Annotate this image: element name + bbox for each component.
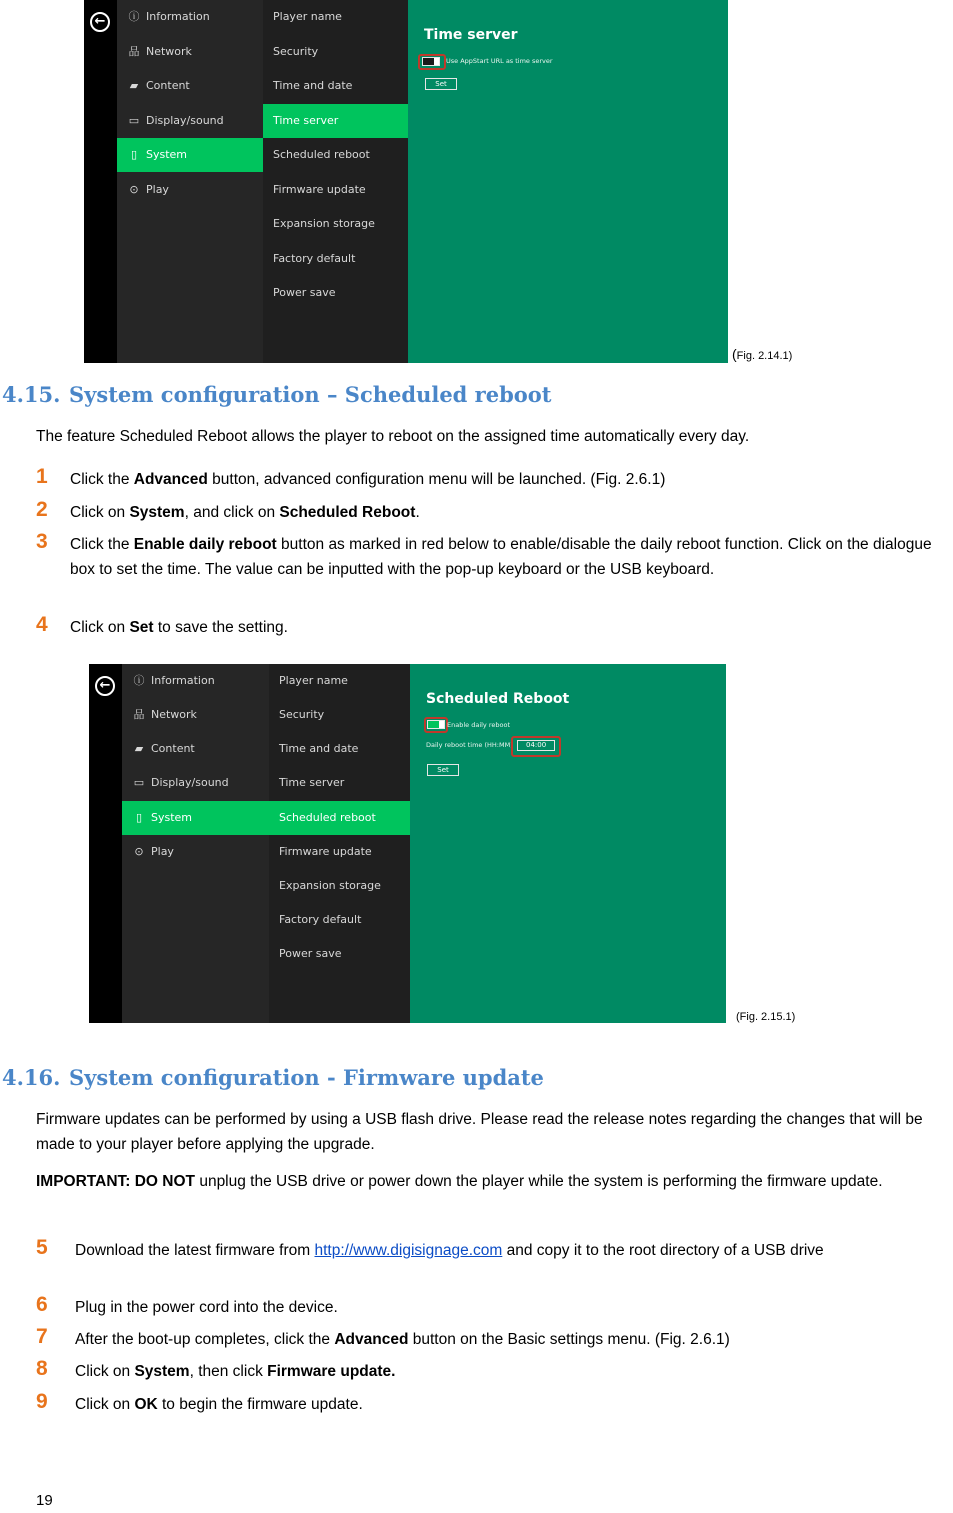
step-item: 7 After the boot-up completes, click the Advanced button on the Basic settings menu. (Fig. 2.6.1): [36, 1325, 730, 1348]
screenshot-time-server: [84, 0, 728, 363]
submenu-expansion-storage[interactable]: Expansion storage: [279, 879, 381, 892]
step-item: 4 Click on Set to save the setting.: [36, 613, 288, 636]
menu-item-system[interactable]: ▯ System: [117, 138, 263, 172]
scheduled-reboot-pane: [410, 664, 726, 1023]
submenu-power-save[interactable]: Power save: [273, 286, 336, 299]
submenu-factory-default[interactable]: Factory default: [273, 252, 356, 265]
submenu-security[interactable]: Security: [279, 708, 325, 721]
submenu-time-server[interactable]: Time server: [263, 104, 408, 138]
menu-item-information[interactable]: ⓘ Information: [122, 664, 269, 698]
play-icon: ⊙: [134, 845, 144, 858]
info-icon: ⓘ: [128, 10, 140, 23]
pane-title: Time server: [424, 27, 518, 43]
info-icon: ⓘ: [133, 674, 145, 687]
clapper-icon: ▰: [129, 79, 139, 92]
section-intro: Firmware updates can be performed by using a USB flash drive. Please read the release notes regarding the changes that will be made to your player before applying the upgrade.: [36, 1111, 923, 1153]
toggle-knob: [434, 58, 439, 65]
play-icon: ⊙: [129, 183, 139, 196]
network-icon: 品: [128, 45, 140, 58]
toggle-label: Enable daily reboot: [447, 721, 510, 729]
submenu-scheduled-reboot[interactable]: Scheduled reboot: [273, 148, 370, 161]
appstart-toggle[interactable]: [422, 57, 440, 66]
important-note: IMPORTANT: DO NOT unplug the USB drive or power down the player while the system is performing the firmware update.: [36, 1173, 883, 1190]
step-item: 2 Click on System, and click on Scheduled Reboot.: [36, 498, 420, 521]
menu-item-play[interactable]: ⊙ Play: [117, 173, 263, 207]
submenu-time-server[interactable]: Time server: [279, 776, 345, 789]
monitor-icon: ▭: [133, 776, 145, 789]
submenu-factory-default[interactable]: Factory default: [279, 913, 362, 926]
submenu-player-name[interactable]: Player name: [273, 10, 342, 23]
step-item: 6 Plug in the power cord into the device.: [36, 1293, 338, 1316]
submenu-firmware-update[interactable]: Firmware update: [273, 183, 366, 196]
back-column: [89, 664, 122, 1023]
section-intro: The feature Scheduled Reboot allows the player to reboot on the assigned time automatically every day.: [36, 428, 750, 445]
pane-title: Scheduled Reboot: [426, 691, 570, 707]
system-icon: ▯: [130, 148, 138, 161]
figure-caption: (Fig. 2.15.1): [736, 1011, 796, 1023]
menu-item-network[interactable]: 品 Network: [117, 35, 263, 69]
toggle-label: Use AppStart URL as time server: [446, 57, 553, 65]
step-item: 5 Download the latest firmware from http://www.digisignage.com and copy it to the root directory of a USB drive: [36, 1236, 824, 1259]
set-button[interactable]: Set: [427, 764, 459, 776]
reboot-time-input[interactable]: 04:00: [517, 740, 555, 751]
submenu-player-name[interactable]: Player name: [279, 674, 348, 687]
system-submenu: [269, 664, 410, 1023]
submenu-security[interactable]: Security: [273, 45, 319, 58]
monitor-icon: ▭: [128, 114, 140, 127]
menu-item-play[interactable]: ⊙ Play: [122, 835, 269, 869]
menu-item-information[interactable]: ⓘ Information: [117, 0, 263, 34]
menu-item-system[interactable]: ▯ System: [122, 801, 269, 835]
section-heading: 4.16. System configuration - Firmware update: [2, 1065, 544, 1090]
figure-caption: (Fig. 2.14.1): [732, 346, 793, 362]
submenu-time-and-date[interactable]: Time and date: [279, 742, 359, 755]
menu-item-content[interactable]: ▰ Content: [122, 732, 269, 766]
screenshot-scheduled-reboot: [89, 664, 726, 1023]
page-number: 19: [36, 1492, 53, 1509]
set-button[interactable]: Set: [425, 78, 457, 90]
system-icon: ▯: [135, 811, 143, 824]
submenu-firmware-update[interactable]: Firmware update: [279, 845, 372, 858]
main-menu: [122, 664, 269, 1023]
network-icon: 品: [133, 708, 145, 721]
menu-item-content[interactable]: ▰ Content: [117, 69, 263, 103]
menu-item-network[interactable]: 品 Network: [122, 698, 269, 732]
submenu-power-save[interactable]: Power save: [279, 947, 342, 960]
arrow-left-circle-icon[interactable]: ←: [90, 12, 110, 32]
step-item: 3 Click the Enable daily reboot button as marked in red below to enable/disable the daily reboot function. Click on the dialogue box to set the time. The value can be inputted with the pop-up keyboard or the USB keyboard.: [36, 530, 932, 578]
menu-item-display-sound[interactable]: ▭ Display/sound: [122, 766, 269, 800]
step-item: 8 Click on System, then click Firmware update.: [36, 1357, 396, 1380]
submenu-scheduled-reboot[interactable]: Scheduled reboot: [269, 801, 410, 835]
step-item: 9 Click on OK to begin the firmware update.: [36, 1390, 363, 1413]
arrow-left-circle-icon[interactable]: ←: [95, 676, 115, 696]
submenu-expansion-storage[interactable]: Expansion storage: [273, 217, 375, 230]
system-submenu: [263, 0, 408, 363]
menu-item-display-sound[interactable]: ▭ Display/sound: [117, 104, 263, 138]
step-item: 1 Click the Advanced button, advanced configuration menu will be launched. (Fig. 2.6.1): [36, 465, 666, 488]
toggle-knob: [439, 721, 444, 728]
enable-daily-reboot-toggle[interactable]: [427, 720, 445, 729]
time-label: Daily reboot time (HH:MM): [426, 741, 513, 749]
digisignage-link[interactable]: http://www.digisignage.com: [314, 1242, 503, 1259]
submenu-time-and-date[interactable]: Time and date: [273, 79, 353, 92]
back-column: [84, 0, 117, 363]
section-heading: 4.15. System configuration – Scheduled reboot: [2, 382, 552, 407]
time-server-pane: [408, 0, 728, 363]
clapper-icon: ▰: [134, 742, 144, 755]
main-menu: [117, 0, 263, 363]
